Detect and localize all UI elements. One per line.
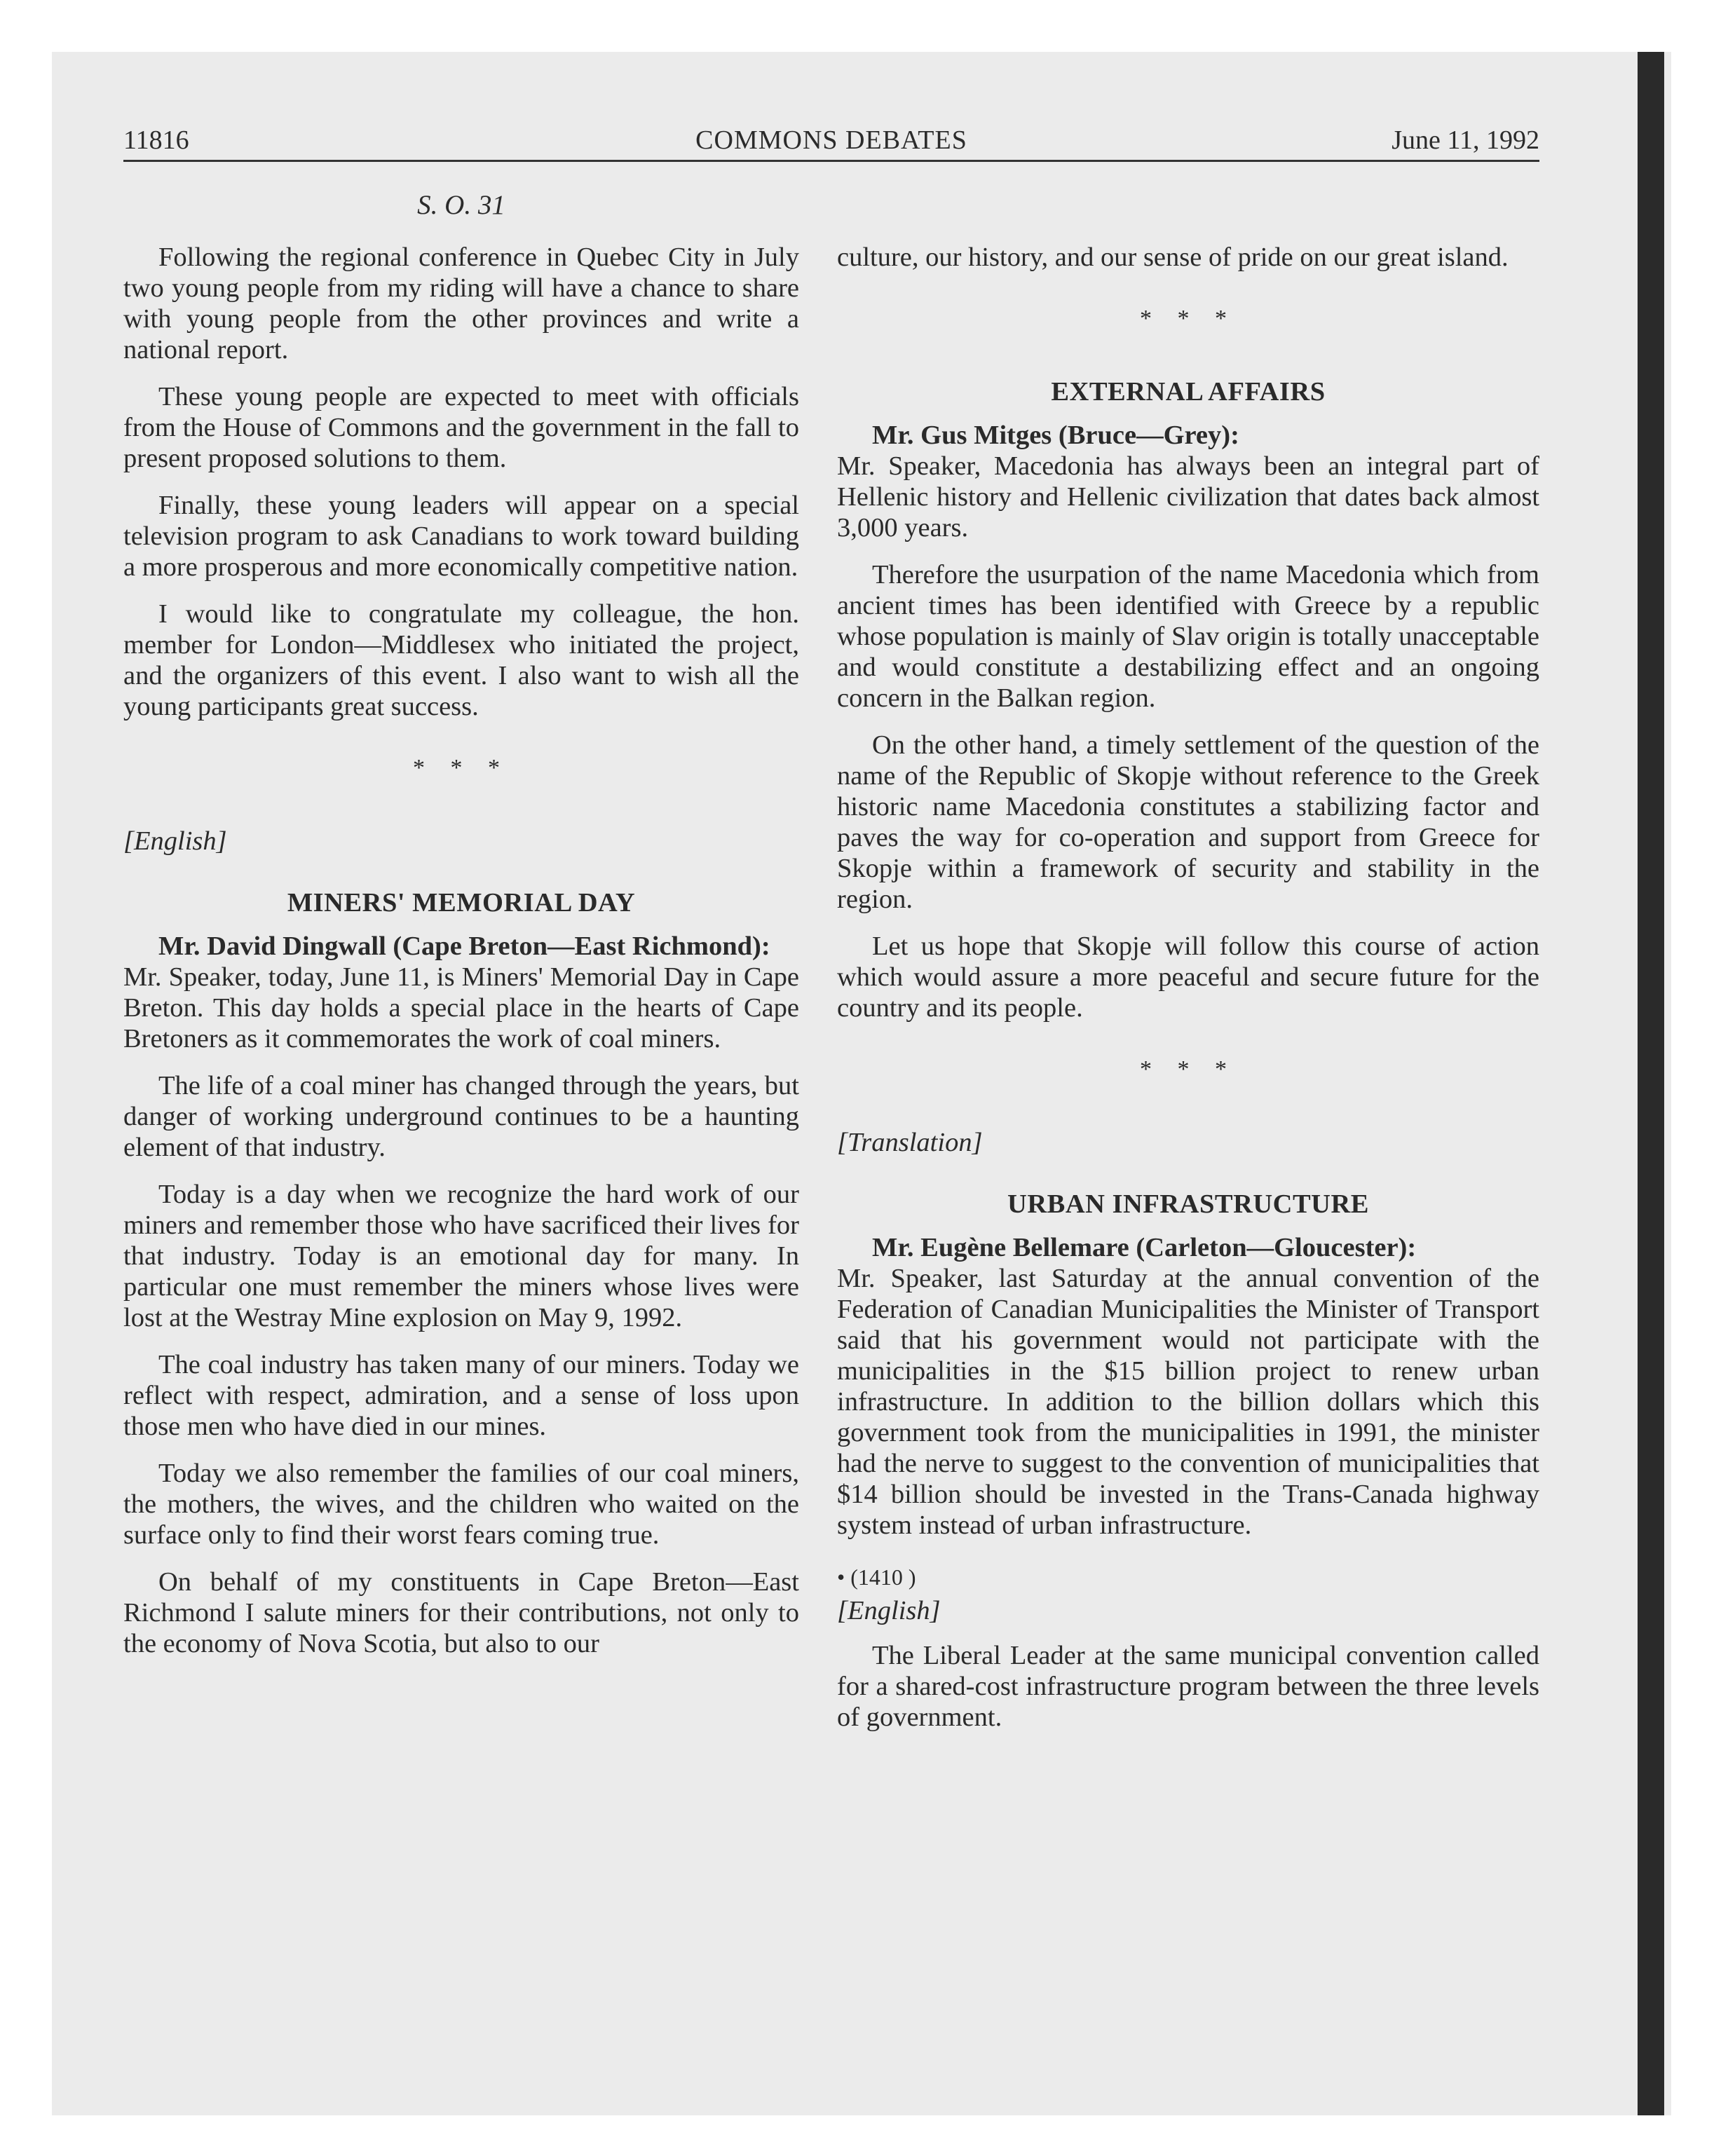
language-tag: [English] [837,1596,941,1625]
speaker-name: Mr. Gus Mitges (Bruce—Grey): [872,421,1239,450]
section-separator: * * * [1140,1056,1237,1082]
paragraph: Let us hope that Skopje will follow this course of action which would assure a more peaceful and secure future for the country and its people. [837,932,1539,1023]
paragraph: On behalf of my constituents in Cape Breton—East Richmond I salute miners for their contributions, not only to the economy of Nova Scotia, but also to our [123,1567,799,1658]
language-tag: [Translation] [837,1128,983,1157]
paragraph: The life of a coal miner has changed through the years, but danger of working underground continues to be a haunting element of that industry. [123,1071,799,1162]
speaker-name: Mr. David Dingwall (Cape Breton—East Richmond): [158,932,770,961]
page-date: June 11, 1992 [1392,125,1539,155]
paragraph: The Liberal Leader at the same municipal convention called for a shared-cost infrastructure program between the three levels of government. [837,1641,1539,1732]
speaker-paragraph [123,931,799,962]
section-separator: * * * [1140,306,1237,332]
paragraph: Mr. Speaker, today, June 11, is Miners' Memorial Day in Cape Breton. This day holds a special place in the hearts of Cape Bretoners as it commemorates the work of coal miners. [123,962,799,1053]
scan-edge-shadow [1638,52,1664,2115]
paragraph: I would like to congratulate my colleague, the hon. member for London—Middlesex who initiated the project, and the organizers of this event. I also want to wish all the young participants great success. [123,599,799,721]
paragraph: Mr. Speaker, last Saturday at the annual convention of the Federation of Canadian Municipalities the Minister of Transport said that his government would not participate with the municipalities in the $15 billion project to renew urban infrastructure. In addition to the billion dollars which this government took from the municipalities in 1991, the minister had the nerve to suggest to the convention of municipalities that $14 billion should be invested in the Trans-Canada highway system instead of urban infrastructure. [837,1264,1539,1540]
section-marker: S. O. 31 [417,190,505,220]
speaker-name: Mr. Eugène Bellemare (Carleton—Gloucester): [872,1233,1417,1262]
header-rule [123,160,1539,162]
paragraph: Therefore the usurpation of the name Macedonia which from ancient times has been identified with Greece by a republic whose population is mainly of Slav origin is totally unacceptable and would constitute a destabilizing effect and an ongoing concern in the Balkan region. [837,560,1539,713]
section-heading: URBAN INFRASTRUCTURE [1007,1189,1369,1219]
section-separator: * * * [413,755,510,781]
section-heading: MINERS' MEMORIAL DAY [287,888,636,917]
paragraph: Today we also remember the families of our coal miners, the mothers, the wives, and the children who waited on the surface only to find their worst fears coming true. [123,1459,799,1550]
paragraph: Today is a day when we recognize the hard work of our miners and remember those who have sacrificed their lives for that industry. Today is an emotional day for many. In particular one must remember the miners whose lives were lost at the Westray Mine explosion on May 9, 1992. [123,1180,799,1332]
right-column [837,242,1539,1749]
speaker-paragraph [837,1232,1539,1263]
timestamp-marker: • (1410 ) [837,1564,916,1590]
paragraph: These young people are expected to meet with officials from the House of Commons and the government in the fall to present proposed solutions to them. [123,382,799,473]
paragraph: Mr. Speaker, Macedonia has always been an integral part of Hellenic history and Hellenic civilization that dates back almost 3,000 years. [837,451,1539,543]
publication-title: COMMONS DEBATES [695,125,967,155]
paragraph: Finally, these young leaders will appear on a special television program to ask Canadians to work toward building a more prosperous and more economically competitive nation. [123,491,799,582]
paragraph: culture, our history, and our sense of pride on our great island. [837,243,1509,272]
left-column [123,242,799,1675]
paragraph: The coal industry has taken many of our miners. Today we reflect with respect, admiration, and a sense of loss upon those men who have died in our mines. [123,1350,799,1441]
section-heading: EXTERNAL AFFAIRS [1051,377,1326,407]
speaker-paragraph [837,420,1539,451]
language-tag: [English] [123,826,227,856]
paragraph: Following the regional conference in Quebec City in July two young people from my riding will have a chance to share with young people from the other provinces and write a national report. [123,243,799,364]
page-number: 11816 [123,125,189,155]
paragraph: On the other hand, a timely settlement of the question of the name of the Republic of Skopje without reference to the Greek historic name Macedonia constitutes a stabilizing factor and paves the way for co-operation and support from Greece for Skopje within a framework of security and stability in the region. [837,730,1539,914]
page-header [123,119,1539,163]
